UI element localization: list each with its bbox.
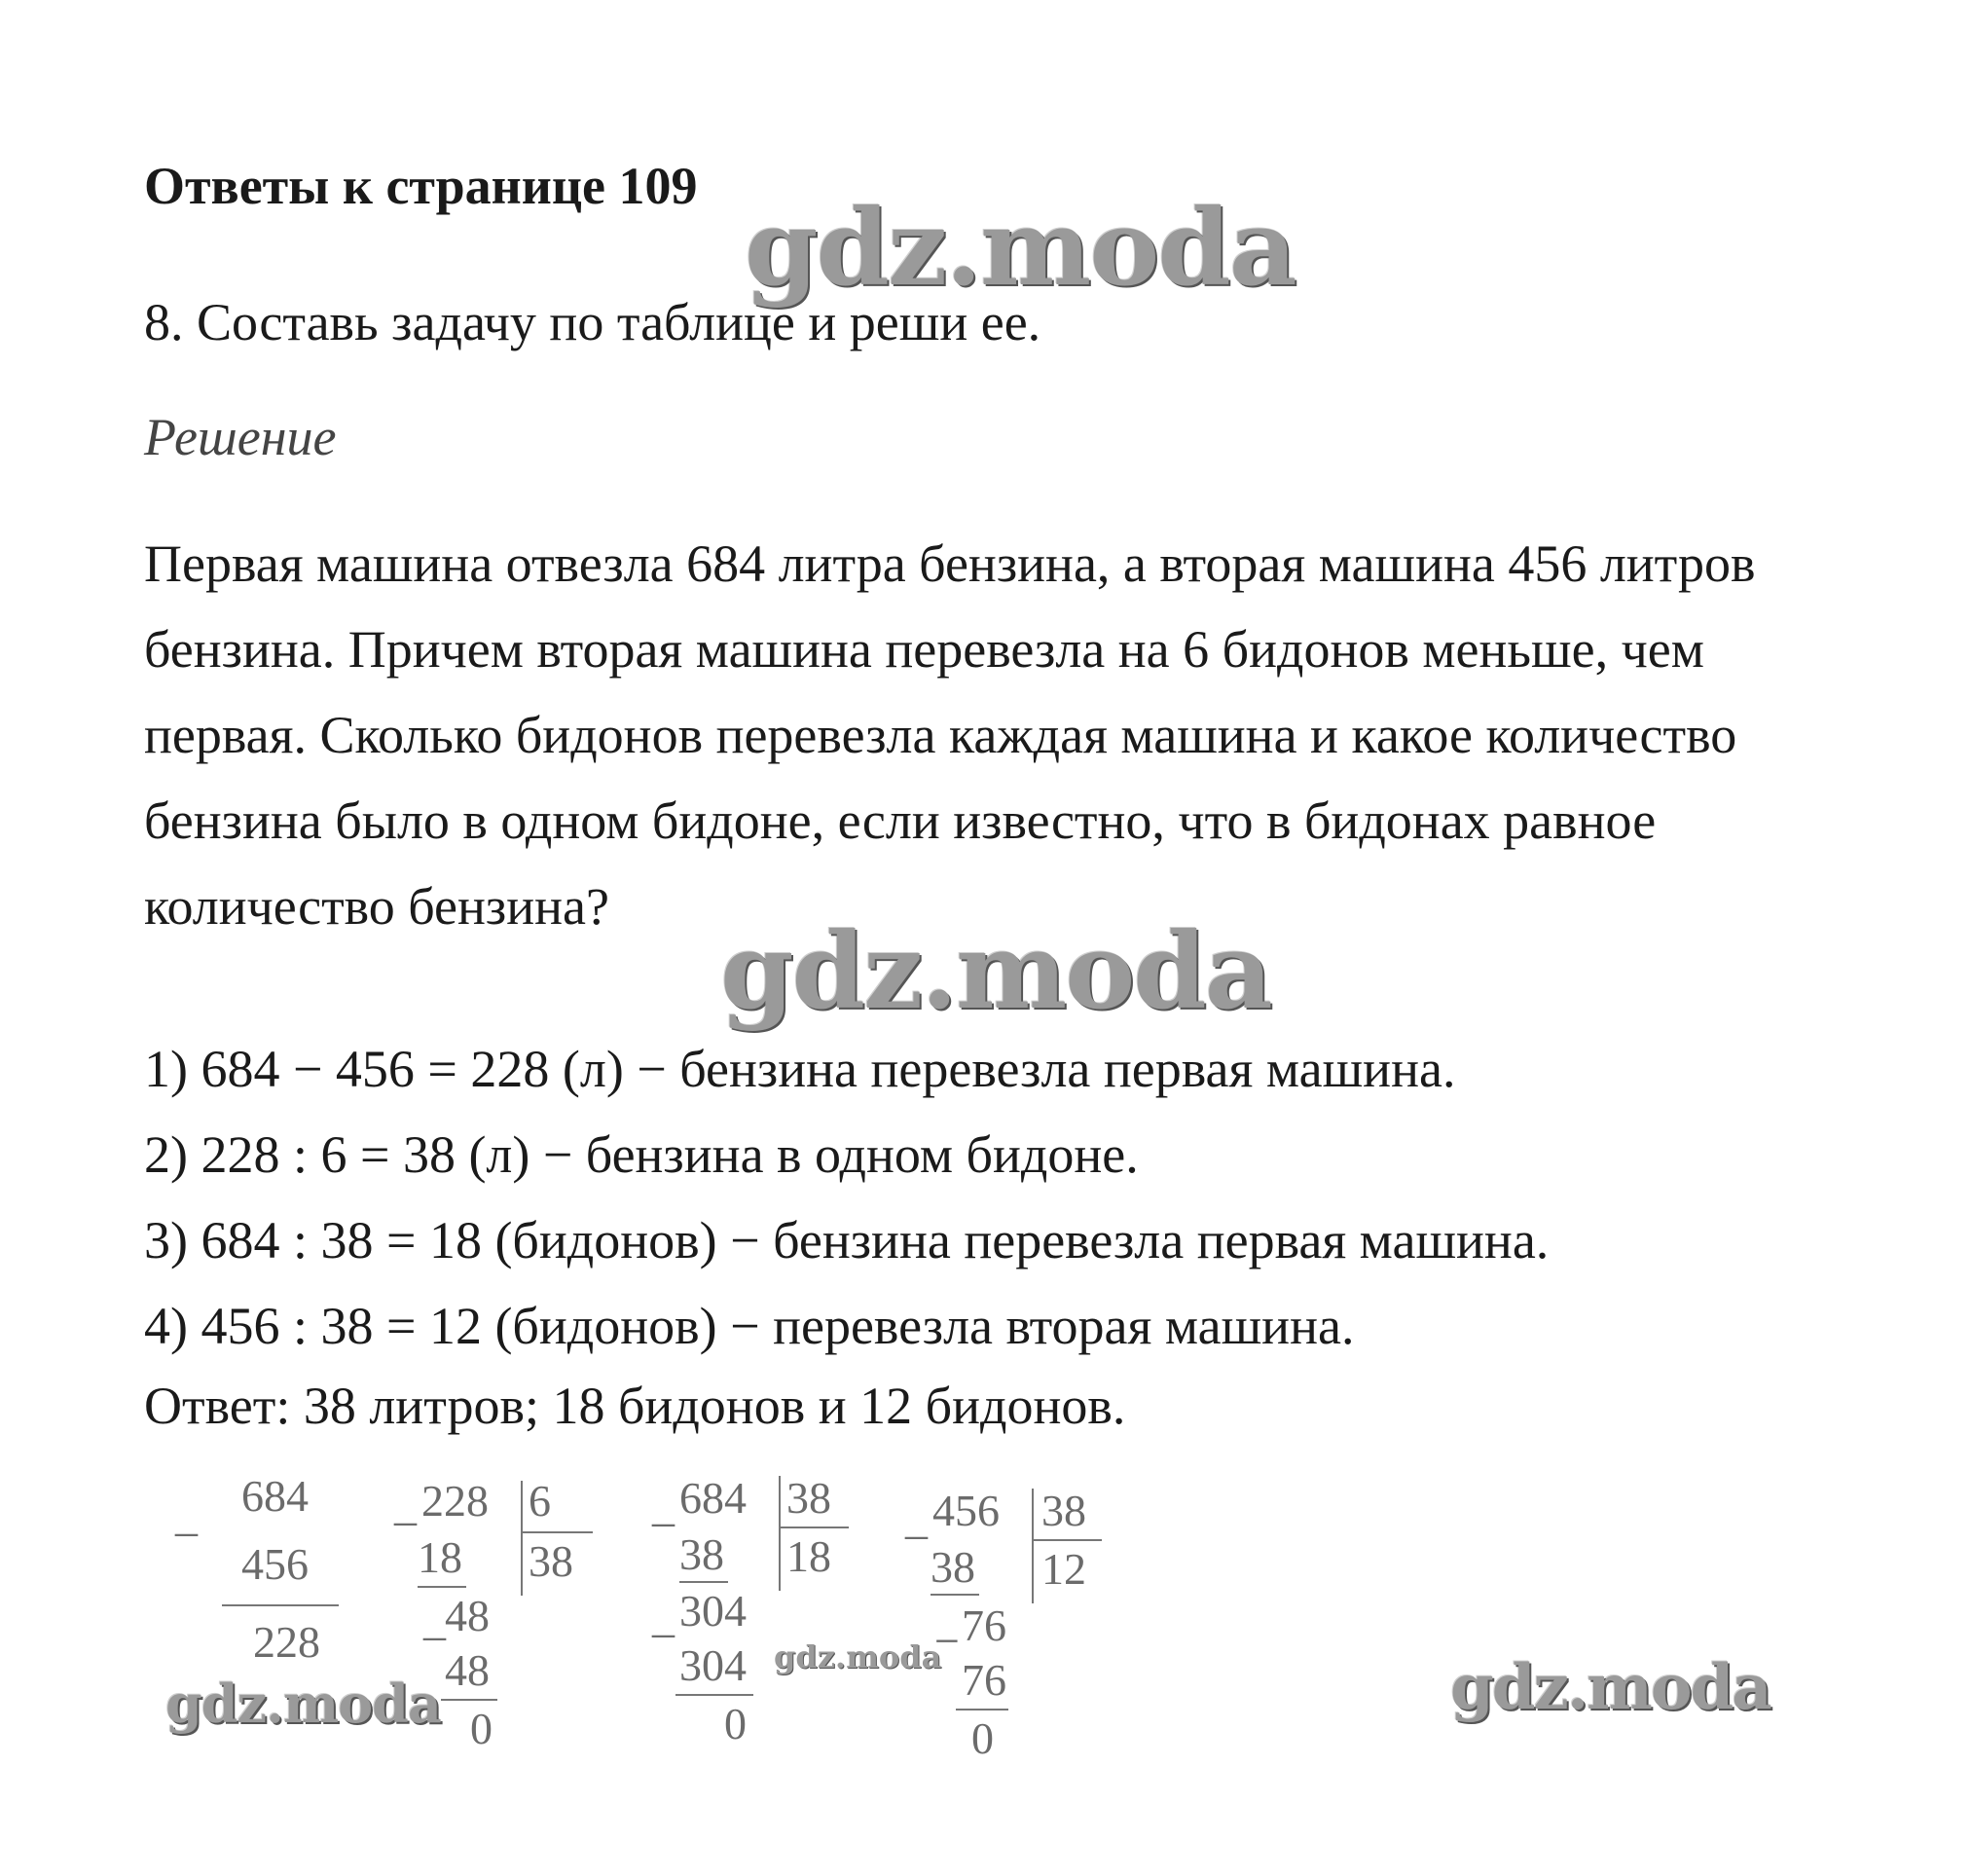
minus-sign: − bbox=[934, 1616, 960, 1666]
divisor-line bbox=[523, 1531, 593, 1533]
partial-2-line bbox=[441, 1699, 497, 1701]
minus-sign: _ bbox=[175, 1490, 198, 1540]
divisor-line bbox=[781, 1527, 849, 1528]
division-bar bbox=[779, 1476, 781, 1591]
minus-sign: _ bbox=[652, 1481, 675, 1530]
minus-sign: _ bbox=[394, 1480, 417, 1529]
division-dividend: 228 bbox=[421, 1476, 489, 1526]
minus-sign: _ bbox=[905, 1493, 928, 1543]
division-remainder-1: 304 bbox=[679, 1586, 747, 1636]
division-divisor: 6 bbox=[529, 1476, 551, 1526]
division-partial: 38 bbox=[931, 1542, 975, 1592]
partial-line bbox=[679, 1581, 728, 1583]
division-dividend: 456 bbox=[932, 1486, 1000, 1535]
task-statement: 8. Составь задачу по таблице и реши ее. bbox=[144, 293, 1041, 351]
solution-step-4: 4) 456 : 38 = 12 (бидонов) − перевезла вторая машина. bbox=[144, 1297, 1355, 1355]
long-division-456-by-38 bbox=[905, 1485, 1119, 1767]
divisor-line bbox=[1034, 1539, 1102, 1541]
division-partial: 38 bbox=[679, 1529, 724, 1579]
watermark-logo: gdz.moda bbox=[165, 1673, 441, 1735]
division-partial-2: 304 bbox=[679, 1640, 747, 1690]
subtraction-subtrahend: 456 bbox=[241, 1539, 309, 1589]
division-quotient: 12 bbox=[1041, 1544, 1086, 1594]
solution-step-2: 2) 228 : 6 = 38 (л) − бензина в одном бидоне. bbox=[144, 1125, 1139, 1184]
division-remainder-1: 76 bbox=[962, 1600, 1006, 1650]
partial-2-line bbox=[956, 1709, 1008, 1710]
solution-step-1: 1) 684 − 456 = 228 (л) − бензина перевезла первая машина. bbox=[144, 1040, 1456, 1098]
long-division-684-by-38 bbox=[652, 1472, 866, 1754]
division-partial-2: 48 bbox=[445, 1645, 490, 1695]
division-divisor: 38 bbox=[1041, 1486, 1086, 1535]
partial-2-line bbox=[675, 1694, 753, 1696]
subtraction-result: 228 bbox=[253, 1617, 320, 1667]
subtraction-minuend: 684 bbox=[241, 1471, 309, 1521]
division-quotient: 38 bbox=[529, 1536, 573, 1586]
division-bar bbox=[1032, 1489, 1034, 1603]
division-divisor: 38 bbox=[786, 1473, 831, 1523]
division-remainder: 0 bbox=[971, 1713, 994, 1763]
division-remainder-1: 48 bbox=[445, 1591, 490, 1640]
problem-text: Первая машина отвезла 684 литра бензина, а вторая машина 456 литров бензина. Причем вторая машина перевезла на 6 бидонов меньше, чем первая. Сколько бидонов перевезла каждая машина и какое количество бензина было в одном бидоне, если известно, что в бидонах равное количество бензина? bbox=[144, 534, 1756, 936]
watermark-logo: gdz.moda bbox=[1450, 1651, 1770, 1724]
division-remainder: 0 bbox=[724, 1699, 747, 1748]
minus-sign: _ bbox=[652, 1592, 675, 1641]
watermark-logo: gdz.moda bbox=[720, 910, 1271, 1033]
watermark-logo: gdz.moda bbox=[774, 1638, 942, 1675]
partial-line bbox=[931, 1594, 979, 1596]
minus-sign: _ bbox=[423, 1595, 446, 1644]
division-partial-2: 76 bbox=[962, 1655, 1006, 1705]
answer-text: Ответ: 38 литров; 18 бидонов и 12 бидонов. bbox=[144, 1377, 1126, 1435]
division-partial: 18 bbox=[418, 1532, 462, 1582]
division-quotient: 18 bbox=[786, 1531, 831, 1581]
solution-step-3: 3) 684 : 38 = 18 (бидонов) − бензина перевезла первая машина. bbox=[144, 1211, 1550, 1269]
division-dividend: 684 bbox=[679, 1473, 747, 1523]
column-subtraction bbox=[175, 1470, 350, 1674]
result-line bbox=[222, 1604, 339, 1606]
division-remainder: 0 bbox=[470, 1704, 493, 1753]
division-bar bbox=[521, 1481, 523, 1596]
solution-label: Решение bbox=[144, 408, 337, 466]
page-heading: Ответы к странице 109 bbox=[144, 157, 698, 215]
partial-line bbox=[418, 1586, 466, 1588]
watermark-logo: gdz.moda bbox=[745, 187, 1296, 310]
